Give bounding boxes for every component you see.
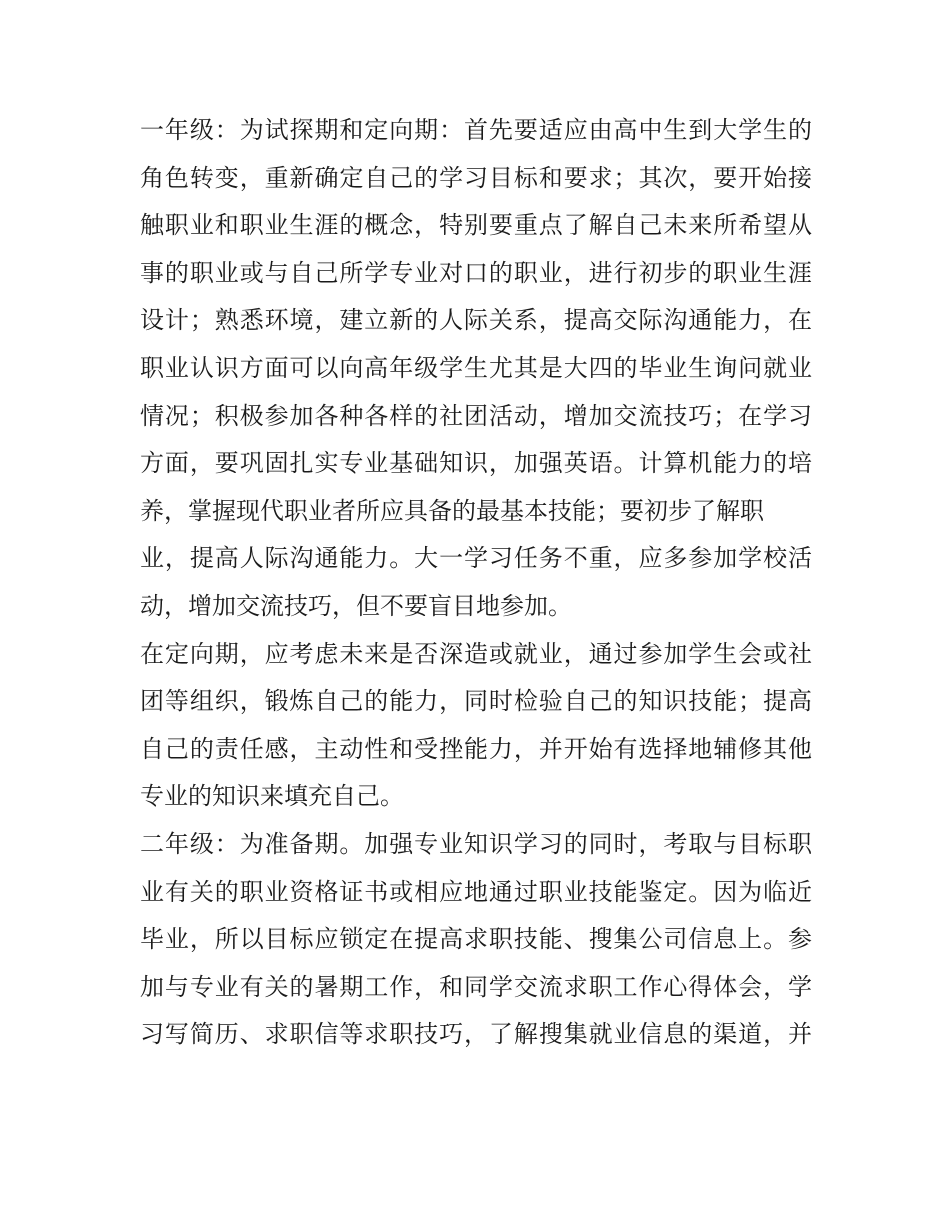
text-line: 专业的知识来填充自己。 (140, 782, 404, 811)
text-line: 动，增加交流技巧，但不要盲目地参加。 (140, 591, 572, 620)
body-text (140, 107, 812, 1059)
text-line: 二年级：为准备期。加强专业知识学习的同时，考取与目标职 (140, 829, 812, 858)
text-line: 业有关的职业资格证书或相应地通过职业技能鉴定。因为临近 (140, 877, 812, 906)
text-line: 方面，要巩固扎实专业基础知识，加强英语。计算机能力的培 (140, 449, 812, 478)
text-line: 加与专业有关的暑期工作，和同学交流求职工作心得体会，学 (140, 972, 812, 1001)
text-line: 团等组织，锻炼自己的能力，同时检验自己的知识技能；提高 (140, 687, 812, 716)
text-line: 情况；积极参加各种各样的社团活动，增加交流技巧；在学习 (140, 401, 812, 430)
text-line: 事的职业或与自己所学专业对口的职业，进行初步的职业生涯 (140, 258, 812, 287)
text-line: 触职业和职业生涯的概念，特别要重点了解自己未来所希望从 (140, 211, 812, 240)
text-line: 习写简历、求职信等求职技巧，了解搜集就业信息的渠道，并 (140, 1020, 812, 1049)
text-line: 养，掌握现代职业者所应具备的最基本技能；要初步了解职 (140, 496, 764, 525)
text-line: 自己的责任感，主动性和受挫能力，并开始有选择地辅修其他 (140, 734, 812, 763)
text-line: 角色转变，重新确定自己的学习目标和要求；其次，要开始接 (140, 163, 812, 192)
text-line: 毕业，所以目标应锁定在提高求职技能、搜集公司信息上。参 (140, 925, 812, 954)
text-line: 一年级：为试探期和定向期：首先要适应由高中生到大学生的 (140, 116, 812, 144)
text-line: 职业认识方面可以向高年级学生尤其是大四的毕业生询问就业 (140, 353, 812, 382)
text-line: 在定向期，应考虑未来是否深造或就业，通过参加学生会或社 (140, 639, 812, 668)
text-line: 业，提高人际沟通能力。大一学习任务不重，应多参加学校活 (140, 544, 812, 573)
text-line: 设计；熟悉环境，建立新的人际关系，提高交际沟通能力，在 (140, 306, 812, 335)
